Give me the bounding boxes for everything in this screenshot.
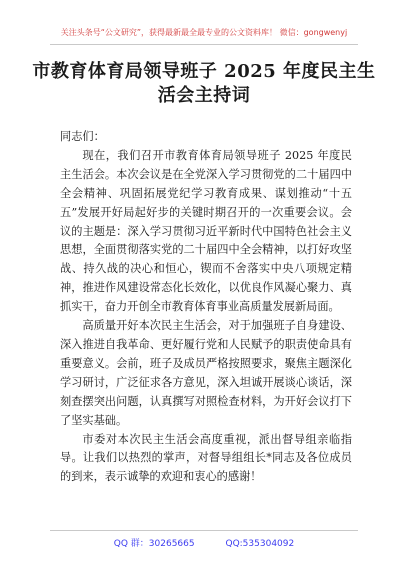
footer-divider bbox=[50, 530, 358, 531]
paragraph-2: 高质量开好本次民主生活会，对于加强班子自身建设、深入推进自我革命、更好履行党和人民赋予的职责使命具有重要意义。会前，班子及成员严格按照要求，聚焦主题深化学习研讨，广泛征求各方意见，深入坦诚开展谈心谈话，深刻查摆突出问题，认真撰写对照检查材料，为开好会议打下了坚实基础。 bbox=[60, 319, 352, 427]
paragraph-3: 市委对本次民主生活会高度重视，派出督导组亲临指导。让我们以热烈的掌声，对督导组组长*同志及各位成员的到来，表示诚挚的欢迎和衷心的感谢！ bbox=[60, 432, 352, 484]
title-line-2: 活会主持词 bbox=[157, 85, 251, 106]
header-divider bbox=[50, 44, 358, 45]
document-title bbox=[30, 60, 378, 108]
paragraph-1: 现在，我们召开市教育体育局领导班子 2025 年度民主生活会。本次会议是在全党深入学习贯彻党的二十届四中全会精神、巩固拓展党纪学习教育成果、谋划推动“十五五”发展开好局起好步的关键时期召开的一次重要会议。会议的主题是：深入学习贯彻习近平新时代中国特色社会主义思想，全面贯彻落实党的二十届四中全会精神，以打好攻坚战、持久战的决心和恒心，锲而不舍落实中央八项规定精神，推进作风建设常态化长效化，以优良作风凝心聚力、真抓实干，奋力开创全市教育体育事业高质量发展新局面。 bbox=[60, 148, 352, 314]
title-line-1: 市教育体育局领导班子 2025 年度民主生 bbox=[32, 61, 376, 82]
footer-qq-group: QQ 群：30265665 bbox=[113, 539, 195, 549]
document-body bbox=[60, 128, 352, 487]
header-note: 关注头条号“公文研究”，获得最新最全最专业的公文资料库！ 微信：gongwenyj bbox=[60, 28, 348, 37]
footer-qq: QQ:535304092 bbox=[225, 539, 295, 549]
footer bbox=[0, 536, 408, 549]
greeting: 同志们： bbox=[60, 130, 105, 143]
